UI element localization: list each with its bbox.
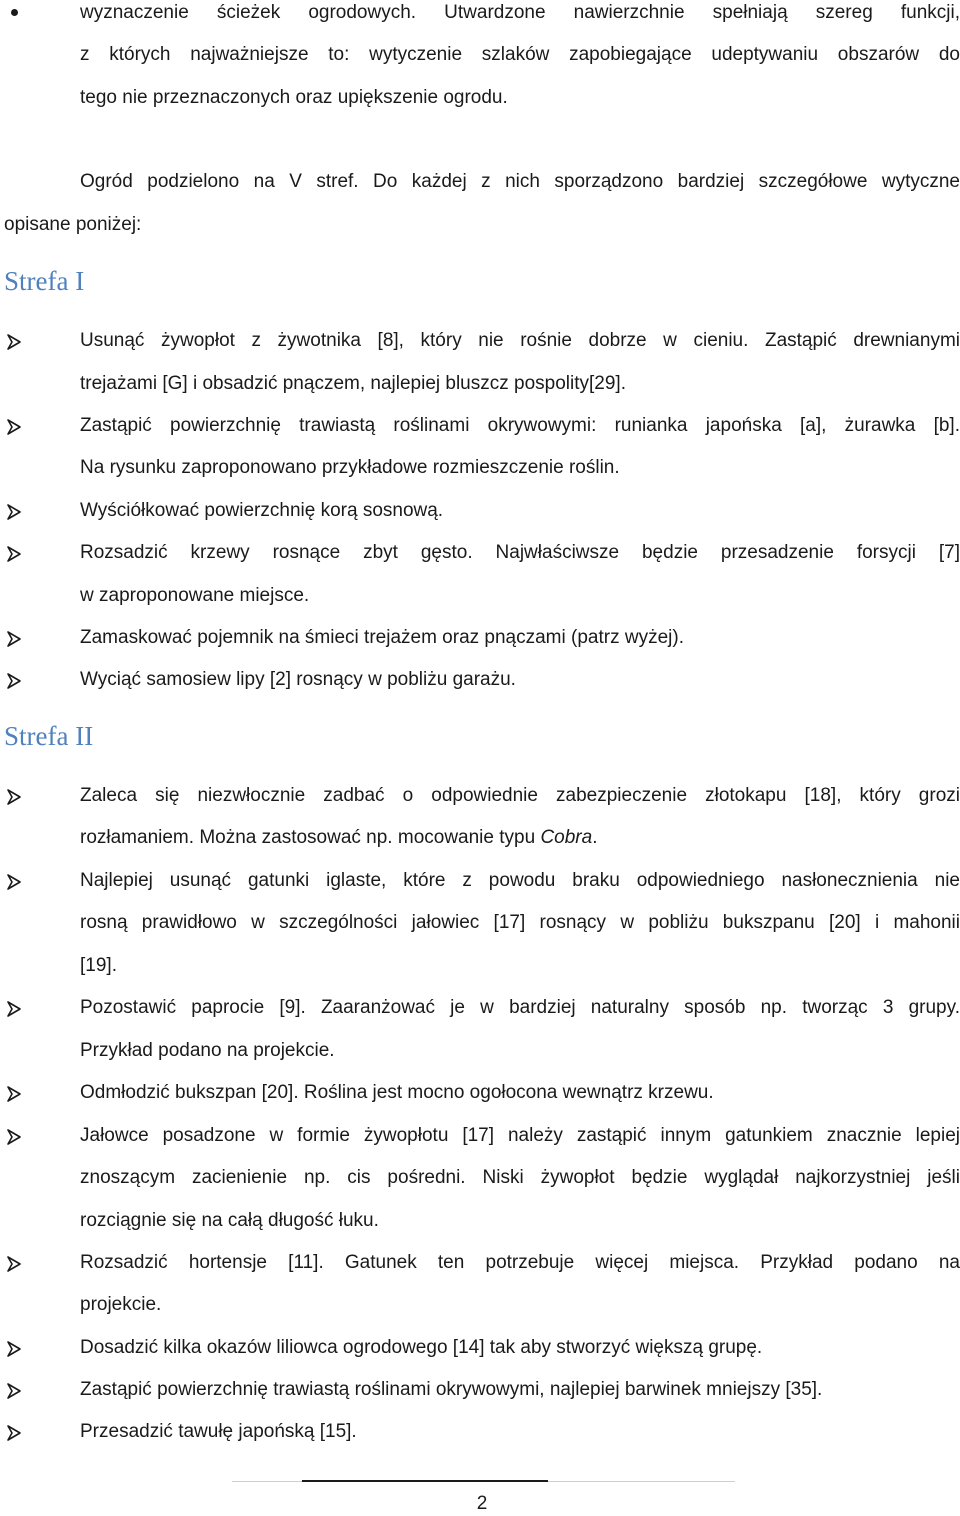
intro-line: wyznaczenie ścieżek ogrodowych. Utwardzone nawierzchnie spełniają szereg funkcji, <box>80 2 960 23</box>
list-item-line: Przesadzić tawułę japońską [15]. <box>80 1421 357 1442</box>
zone-heading: Strefa I <box>4 266 85 296</box>
list-item-line: Przykład podano na projekcie. <box>80 1040 335 1061</box>
arrowhead-bullet-icon <box>6 1382 22 1400</box>
list-item-line: [19]. <box>80 955 117 976</box>
zone-heading: Strefa II <box>4 721 94 751</box>
list-item-line: Wyciąć samosiew lipy [2] rosnący w pobliżu garażu. <box>80 669 516 690</box>
arrowhead-bullet-icon <box>6 503 22 521</box>
list-item-line: Wyściółkować powierzchnię korą sosnową. <box>80 500 444 521</box>
list-item-line: Zamaskować pojemnik na śmieci trejażem oraz pnączami (patrz wyżej). <box>80 627 684 648</box>
list-item-text: rozłamaniem. Można zastosować np. mocowanie typu <box>80 827 541 848</box>
list-item-line: znoszącym zacienienie np. cis pośredni. Niski żywopłot będzie wyglądał najkorzystniej jeśli <box>80 1167 960 1188</box>
list-item-line: Na rysunku zaproponowano przykładowe rozmieszczenie roślin. <box>80 457 620 478</box>
list-item-line: rozciągnie się na całą długość łuku. <box>80 1210 379 1231</box>
paragraph-line: opisane poniżej: <box>4 214 142 235</box>
list-item-line: Odmłodzić bukszpan [20]. Roślina jest mocno ogołocona wewnątrz krzewu. <box>80 1082 714 1103</box>
footer-divider-accent <box>302 1480 548 1482</box>
list-item-line: Rozsadzić krzewy rosnące zbyt gęsto. Najwłaściwsze będzie przesadzenie forsycji [7] <box>80 542 960 563</box>
list-item-line: w zaproponowane miejsce. <box>80 585 310 606</box>
arrowhead-bullet-icon <box>6 545 22 563</box>
list-item-line: Dosadzić kilka okazów liliowca ogrodowego [14] tak aby stworzyć większą grupę. <box>80 1337 763 1358</box>
list-item-line: Zaleca się niezwłocznie zadbać o odpowiednie zabezpieczenie złotokapu [18], który grozi <box>80 785 960 806</box>
arrowhead-bullet-icon <box>6 1255 22 1273</box>
arrowhead-bullet-icon <box>6 1128 22 1146</box>
list-item-line: Pozostawić paprocie [9]. Zaaranżować je w bardziej naturalny sposób np. tworząc 3 grupy. <box>80 997 960 1018</box>
arrowhead-bullet-icon <box>6 1424 22 1442</box>
arrowhead-bullet-icon <box>6 1000 22 1018</box>
list-item-line: Rozsadzić hortensje [11]. Gatunek ten potrzebuje więcej miejsca. Przykład podano na <box>80 1252 960 1273</box>
list-item-line: projekcie. <box>80 1294 162 1315</box>
arrowhead-bullet-icon <box>6 1085 22 1103</box>
list-item-line: Najlepiej usunąć gatunki iglaste, które z powodu braku odpowiedniego nasłonecznienia nie <box>80 870 960 891</box>
list-item-line <box>80 826 960 850</box>
arrowhead-bullet-icon <box>6 333 22 351</box>
intro-line: tego nie przeznaczonych oraz upiększenie ogrodu. <box>80 87 508 108</box>
arrowhead-bullet-icon <box>6 672 22 690</box>
list-item-line: rosną prawidłowo w szczególności jałowiec [17] rosnący w pobliżu bukszpanu [20] i mahonii <box>80 912 960 933</box>
list-item-line: trejażami [G] i obsadzić pnączem, najlepiej bluszcz pospolity[29]. <box>80 373 626 394</box>
arrowhead-bullet-icon <box>6 873 22 891</box>
page-number: 2 <box>476 1493 488 1514</box>
arrowhead-bullet-icon <box>6 630 22 648</box>
list-item-line: Zastąpić powierzchnię trawiastą roślinami okrywowymi, najlepiej barwinek mniejszy [35]. <box>80 1379 823 1400</box>
paragraph-line: Ogród podzielono na V stref. Do każdej z nich sporządzono bardziej szczegółowe wytyczne <box>80 171 960 192</box>
arrowhead-bullet-icon <box>6 1340 22 1358</box>
list-item-line: Jałowce posadzone w formie żywopłotu [17] należy zastąpić innym gatunkiem znacznie lepiej <box>80 1125 960 1146</box>
list-item-line: Zastąpić powierzchnię trawiastą roślinami okrywowymi: runianka japońska [a], żurawka [b]. <box>80 415 960 436</box>
italic-term: Cobra <box>540 827 593 848</box>
list-item-line: Usunąć żywopłot z żywotnika [8], który nie rośnie dobrze w cieniu. Zastąpić drewnianymi <box>80 330 960 351</box>
bullet-dot-icon <box>11 9 18 16</box>
arrowhead-bullet-icon <box>6 788 22 806</box>
list-item-text: . <box>592 827 598 848</box>
intro-line: z których najważniejsze to: wytyczenie szlaków zapobiegające udeptywaniu obszarów do <box>80 44 960 65</box>
arrowhead-bullet-icon <box>6 418 22 436</box>
